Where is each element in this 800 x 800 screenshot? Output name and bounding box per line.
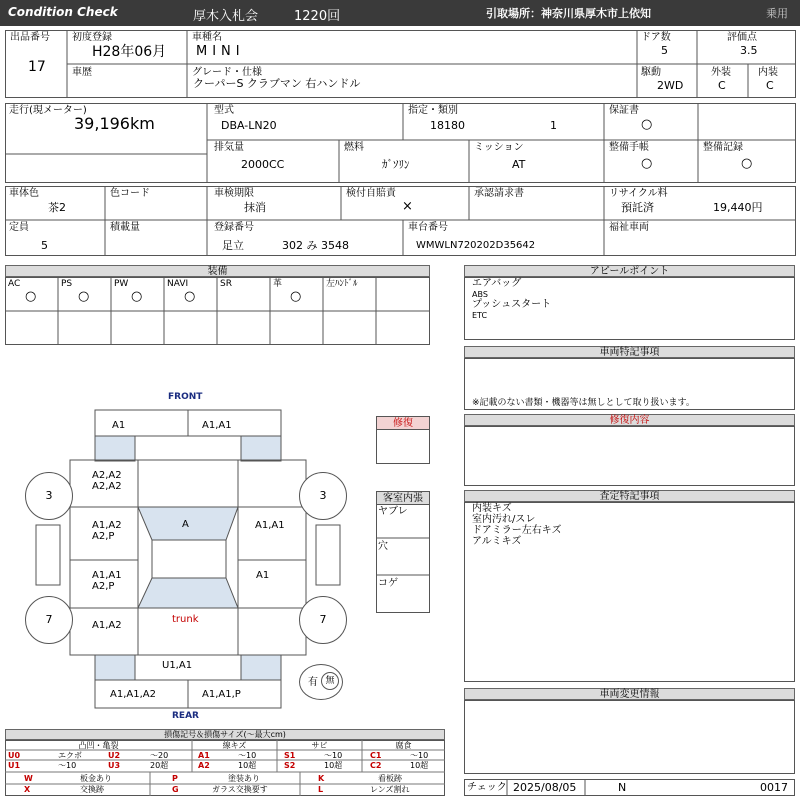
assessment-line-2: 室内汚れ/スレ: [472, 514, 536, 525]
legend-u0-desc: エクボ: [58, 751, 82, 760]
inspection-value: 抹消: [244, 201, 266, 214]
legend-u2: U2: [108, 751, 121, 760]
capacity-value: 5: [41, 239, 48, 252]
interior-item-hole: 穴: [378, 541, 388, 552]
mark-top-left: A1: [112, 420, 126, 431]
mark-roof: A: [182, 519, 189, 530]
mark-bottom-right: A1,A1,P: [202, 689, 241, 700]
mileage-label: 走行(現メーター): [9, 105, 87, 116]
grade-value: クーパーS クラブマン 右ハンドル: [193, 77, 361, 90]
mark-rear-upper: U1,A1: [162, 660, 193, 671]
smoke-mark: 無: [321, 672, 339, 690]
legend-p: P: [172, 774, 178, 783]
mark-left-1: A2,A2 A2,A2: [92, 470, 122, 492]
equipment-label-3: NAVI: [167, 279, 189, 289]
rear-label: REAR: [172, 711, 199, 721]
mark-right-2: A1: [256, 570, 270, 581]
assessment-line-1: 内装キズ: [472, 503, 512, 514]
appeal-line-1: エアバッグ: [472, 278, 522, 289]
displacement-value: 2000CC: [241, 158, 285, 171]
repair-small-title: 修復: [377, 417, 429, 430]
registration-number: 302 み 3548: [282, 239, 349, 252]
grade-label: グレード・仕様: [192, 67, 262, 78]
check-date: 2025/08/05: [513, 781, 577, 794]
equipment-label-5: 革: [273, 279, 283, 289]
legend-group-1: 凸凹・亀裂: [78, 741, 119, 750]
interior-value: C: [766, 79, 774, 92]
mark-right-1: A1,A1: [255, 520, 285, 531]
legend-u3-desc: 20超: [150, 761, 169, 770]
change-title: 車両変更情報: [464, 688, 795, 700]
first-reg-value: H28年06月: [92, 44, 167, 60]
equipment-mark-5: ○: [290, 289, 302, 304]
equipment-label-4: SR: [220, 279, 232, 289]
model-name-label: 車種名: [192, 32, 222, 43]
appeal-title: アピールポイント: [464, 265, 795, 277]
load-label: 積載量: [110, 222, 140, 233]
repair-title: 修復内容: [464, 414, 795, 426]
legend-s1: S1: [284, 751, 296, 760]
legend-k: K: [318, 774, 325, 783]
auction-name: 厚木入札会: [193, 9, 259, 24]
lot-number: 17: [28, 59, 46, 75]
special-title: 車両特記事項: [464, 346, 795, 358]
legend-group-4: 腐食: [395, 741, 412, 750]
designation-value: 18180: [430, 119, 465, 132]
front-label: FRONT: [168, 392, 203, 402]
recycle-label: リサイクル料: [609, 188, 668, 199]
legend-c2: C2: [370, 761, 382, 770]
color-value: 茶2: [48, 201, 66, 214]
legend-g-desc: ガラス交換要す: [212, 785, 268, 794]
assessment-title: 査定特記事項: [464, 490, 795, 502]
designation-label: 指定・類別: [408, 105, 458, 116]
assessment-line-3: ドアミラー左右キズ: [472, 525, 562, 536]
legend-a1: A1: [198, 751, 210, 760]
wheel-front-left: 3: [25, 472, 73, 520]
mark-left-3: A1,A1 A2,P: [92, 570, 122, 592]
legend-s1-desc: ～10: [324, 751, 343, 760]
legend-u1-desc: ～10: [58, 761, 77, 770]
legend-p-desc: 塗装あり: [228, 774, 260, 783]
appeal-line-4: ETC: [472, 311, 488, 320]
color-code-label: 色コード: [110, 188, 150, 199]
mileage-value: 39,196km: [74, 114, 155, 133]
drive-value: 2WD: [657, 79, 684, 92]
capacity-label: 定員: [9, 222, 29, 233]
equipment-mark-1: ○: [78, 289, 90, 304]
maint-record-label: 整備記録: [703, 142, 743, 153]
equipment-mark-2: ○: [131, 289, 143, 304]
legend-title: 損傷記号＆損傷サイズ(～最大cm): [5, 729, 445, 740]
exterior-value: C: [718, 79, 726, 92]
assessment-line-4: アルミキズ: [472, 536, 522, 547]
first-reg-label: 初度登録: [72, 32, 112, 43]
score-label: 評価点: [727, 32, 757, 43]
legend-l-desc: レンズ割れ: [370, 785, 410, 794]
mark-bottom-left: A1,A1,A2: [110, 689, 156, 700]
trunk-label: trunk: [172, 614, 199, 625]
equipment-label-0: AC: [8, 279, 21, 289]
interior-label: 内装: [758, 67, 778, 78]
legend-s2-desc: 10超: [324, 761, 343, 770]
color-label: 車体色: [9, 188, 39, 199]
warranty-value: ○: [641, 117, 653, 132]
legend-group-3: サビ: [311, 741, 328, 750]
mark-left-4: A1,A2: [92, 620, 122, 631]
maintenance-label: 整備手帳: [609, 142, 649, 153]
legend-c1-desc: ～10: [410, 751, 429, 760]
transmission-value: AT: [512, 158, 526, 171]
legend-w: W: [24, 774, 33, 783]
exterior-label: 外装: [711, 67, 731, 78]
check-number: 0017: [760, 781, 788, 794]
maint-record-value: ○: [741, 156, 753, 171]
drive-label: 駆動: [641, 67, 661, 78]
warranty-label: 保証書: [609, 105, 639, 116]
interior-damage-title: 客室内張: [377, 492, 429, 505]
legend-l: L: [318, 785, 324, 794]
maintenance-value: ○: [641, 156, 653, 171]
recycle-status: 預託済: [621, 201, 654, 214]
chassis-label: 車台番号: [408, 222, 448, 233]
wheel-front-right: 3: [299, 472, 347, 520]
smoke-label: 有: [308, 677, 318, 688]
equipment-label-1: PS: [61, 279, 73, 289]
check-label: チェック: [467, 782, 507, 793]
score-value: 3.5: [740, 44, 758, 57]
legend-a2-desc: 10超: [238, 761, 257, 770]
appeal-line-3: プッシュスタート: [472, 299, 552, 310]
mark-left-2: A1,A2 A2,P: [92, 520, 122, 542]
equipment-title: 装備: [5, 265, 430, 277]
legend-a2: A2: [198, 761, 210, 770]
wheel-rear-right: 7: [299, 596, 347, 644]
model-code-label: 型式: [214, 105, 234, 116]
pickup-location: 引取場所：神奈川県厚木市上依知: [486, 7, 651, 20]
recycle-fee: 19,440円: [713, 201, 763, 214]
equipment-mark-3: ○: [184, 289, 196, 304]
legend-a1-desc: ～10: [238, 751, 257, 760]
displacement-label: 排気量: [214, 142, 244, 153]
equipment-label-6: 左ﾊﾝﾄﾞﾙ: [326, 279, 358, 289]
chassis-value: WMWLN720202D35642: [416, 240, 536, 251]
legend-w-desc: 板金あり: [80, 774, 112, 783]
inspection-label: 車検期限: [214, 188, 254, 199]
history-label: 車歴: [72, 67, 92, 78]
transmission-label: ミッション: [474, 142, 524, 153]
legend-k-desc: 看板跡: [378, 774, 402, 783]
model-code-value: DBA-LN20: [221, 119, 277, 132]
doors-value: 5: [661, 44, 668, 57]
special-note: ※記載のない書類・機器等は無しとして取り扱います。: [472, 398, 695, 408]
tax-value: ×: [402, 199, 413, 214]
legend-g: G: [172, 785, 179, 794]
legend-c2-desc: 10超: [410, 761, 429, 770]
legend-c1: C1: [370, 751, 382, 760]
interior-item-tear: ヤブレ: [378, 506, 408, 517]
header-title: Condition Check: [8, 5, 118, 19]
check-mark: N: [618, 781, 627, 794]
legend-group-2: 線キズ: [222, 741, 247, 750]
category-value: 1: [550, 119, 557, 132]
appeal-line-2: ABS: [472, 290, 488, 299]
doors-label: ドア数: [641, 32, 671, 43]
mark-top-right: A1,A1: [202, 420, 232, 431]
fuel-label: 燃料: [344, 142, 364, 153]
legend-u2-desc: ～20: [150, 751, 169, 760]
vehicle-type: 乗用: [766, 7, 788, 20]
equipment-label-2: PW: [114, 279, 129, 289]
welfare-label: 福祉車両: [609, 222, 649, 233]
equipment-mark-0: ○: [25, 289, 37, 304]
registration-region: 足立: [222, 239, 244, 252]
registration-label: 登録番号: [214, 222, 254, 233]
legend-x-desc: 交換跡: [80, 785, 104, 794]
fuel-value: ｶﾞｿﾘﾝ: [382, 158, 410, 171]
legend-u0: U0: [8, 751, 21, 760]
lot-label: 出品番号: [10, 32, 50, 43]
wheel-rear-left: 7: [25, 596, 73, 644]
approval-label: 承認請求書: [474, 188, 524, 199]
session-number: 1220回: [294, 9, 341, 24]
legend-x: X: [24, 785, 31, 794]
model-name-value: MINI: [196, 44, 245, 59]
tax-label: 検付自賠責: [346, 188, 396, 199]
interior-item-burn: コゲ: [378, 578, 398, 589]
legend-s2: S2: [284, 761, 296, 770]
legend-u1: U1: [8, 761, 21, 770]
legend-u3: U3: [108, 761, 121, 770]
